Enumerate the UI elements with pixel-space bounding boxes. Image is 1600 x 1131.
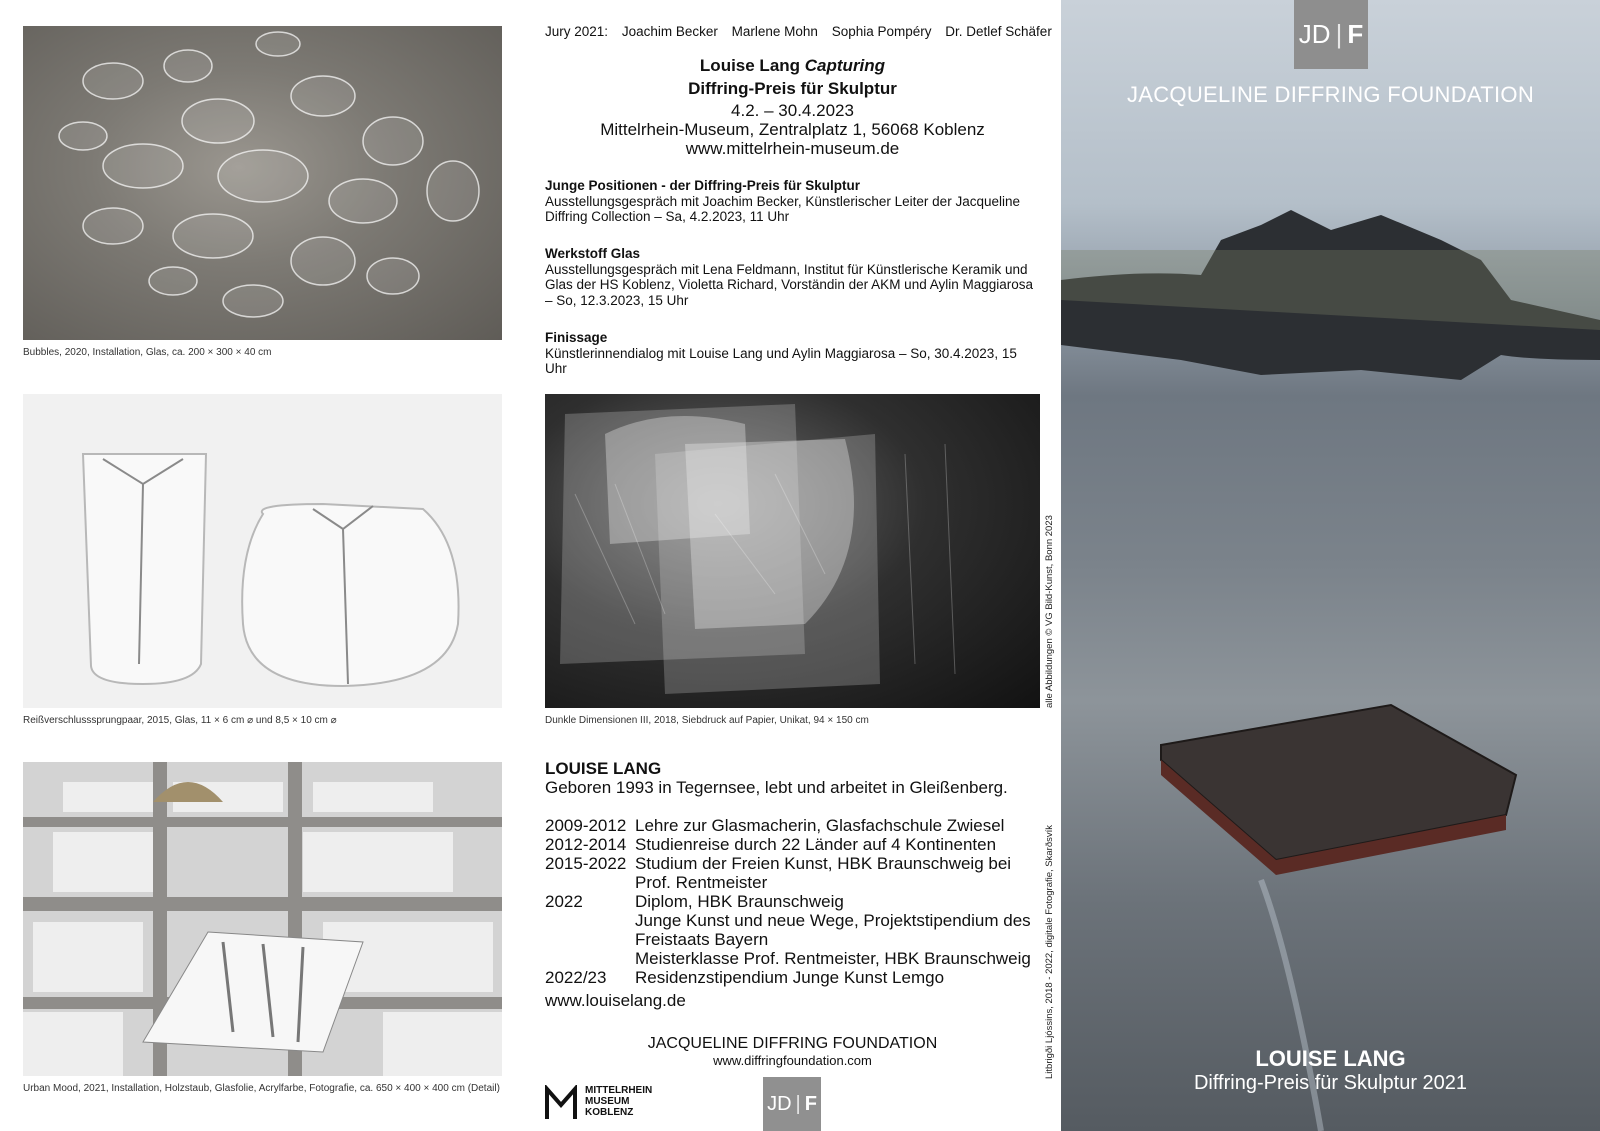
bio-year — [545, 911, 635, 949]
exhibition-title — [545, 56, 1040, 76]
event-text: Künstlerinnendialog mit Louise Lang und Aylin Maggiarosa – So, 30.4.2023, 15 Uhr — [545, 345, 1017, 376]
logo-text-jd: JD — [767, 1092, 792, 1115]
caption-zipper: Reißverschlusssprungpaar, 2015, Glas, 11 × 6 cm ⌀ und 8,5 × 10 cm ⌀ — [23, 715, 337, 726]
bio-year: 2009-2012 — [545, 816, 627, 835]
cover-artist-name: LOUISE LANG — [1255, 1046, 1406, 1071]
museum-url[interactable]: www.mittelrhein-museum.de — [685, 139, 900, 158]
bio-text: Junge Kunst und neue Wege, Projektstipendium des Freistaats Bayern — [635, 911, 1031, 949]
museum-logo-line: MITTELRHEIN — [585, 1085, 653, 1096]
caption-dark: Dunkle Dimensionen III, 2018, Siebdruck auf Papier, Unikat, 94 × 150 cm — [545, 715, 869, 726]
event-text: Ausstellungsgespräch mit Lena Feldmann, Institut für Künstlerische Keramik und Glas der HS Koblenz, Violetta Richard, Vorständin der AKM und Aylin Maggiarosa – So, 12.3.2023, 15 Uhr — [545, 261, 1034, 308]
museum-logo-line: KOBLENZ — [585, 1107, 634, 1118]
logo-text-f: F — [804, 1092, 817, 1115]
bio-text: Studium der Freien Kunst, HBK Braunschweig bei Prof. Rentmeister — [635, 854, 1012, 892]
bio-year: 2012-2014 — [545, 835, 627, 854]
event-text: Ausstellungsgespräch mit Joachim Becker, Künstlerischer Leiter der Jacqueline Diffring Collection – Sa, 4.2.2023, 11 Uhr — [545, 193, 1020, 224]
bio-row — [545, 816, 1035, 835]
caption-bubbles: Bubbles, 2020, Installation, Glas, ca. 200 × 300 × 40 cm — [23, 347, 272, 358]
event-1 — [545, 178, 1040, 225]
prize-name: Diffring-Preis für Skulptur — [688, 79, 897, 98]
image-credit: alle Abbildungen © VG Bild-Kunst, Bonn 2023 — [1044, 515, 1055, 708]
artist-url[interactable]: www.louiselang.de — [545, 991, 686, 1010]
bio-row — [545, 911, 1035, 949]
bio-year: 2015-2022 — [545, 854, 627, 873]
beach-cover-photo — [1061, 0, 1600, 1131]
caption-urban: Urban Mood, 2021, Installation, Holzstaub, Glasfolie, Acrylfarbe, Fotografie, ca. 650 × 400 × 400 cm (Detail) — [23, 1083, 500, 1094]
jury-member: Sophia Pompéry — [831, 24, 932, 39]
event-3 — [545, 330, 1040, 377]
event-title: Junge Positionen - der Diffring-Preis für Skulptur — [545, 178, 861, 193]
urban-mood-photo — [23, 762, 502, 1076]
jdf-logo: JD | F — [1294, 0, 1368, 69]
jury-member: Joachim Becker — [621, 24, 718, 39]
logo-text-jd: JD — [1298, 19, 1331, 49]
bio-row — [545, 968, 1035, 987]
bio-row — [545, 949, 1035, 968]
bio-year: 2022/23 — [545, 968, 607, 987]
event-title: Werkstoff Glas — [545, 246, 641, 261]
bio-text: Diplom, HBK Braunschweig — [635, 892, 844, 911]
event-2 — [545, 246, 1040, 308]
jury-member: Dr. Detlef Schäfer — [945, 24, 1052, 39]
zipper-pair-photo — [23, 394, 502, 708]
foundation-name: JACQUELINE DIFFRING FOUNDATION — [647, 1035, 938, 1052]
bio-text: Meisterklasse Prof. Rentmeister, HBK Braunschweig — [635, 949, 1031, 968]
bio-row — [545, 835, 1035, 854]
exhibition-dates: 4.2. – 30.4.2023 — [731, 101, 854, 120]
mittelrhein-museum-logo — [545, 1085, 660, 1121]
jury-label: Jury 2021: — [545, 24, 609, 39]
jdf-logo-small: JD | F — [763, 1077, 821, 1131]
jury-member: Marlene Mohn — [731, 24, 818, 39]
foundation-url[interactable]: www.diffringfoundation.com — [713, 1053, 872, 1068]
bio-row — [545, 854, 1035, 892]
bio-row — [545, 892, 1035, 911]
bio-year — [545, 949, 635, 968]
cover-foundation-name: JACQUELINE DIFFRING FOUNDATION — [1126, 82, 1535, 107]
photo-credit: Litbrigði Ljóssins, 2018 - 2022, digitale Fotografie, Skarðsvík — [1044, 825, 1055, 1079]
museum-logo-line: MUSEUM — [585, 1096, 630, 1107]
bio-timeline — [545, 816, 1035, 987]
exhibition-venue: Mittelrhein-Museum, Zentralplatz 1, 56068 Koblenz — [600, 120, 985, 139]
dark-dimensions-photo — [545, 394, 1040, 708]
bio-name: LOUISE LANG — [545, 759, 662, 778]
logo-text-f: F — [1347, 19, 1364, 49]
exhibition-title-italic: Capturing — [804, 56, 886, 75]
bio-year: 2022 — [545, 892, 583, 911]
bio-text: Studienreise durch 22 Länder auf 4 Kontinenten — [635, 835, 997, 854]
bubbles-photo — [23, 26, 502, 340]
bio-born: Geboren 1993 in Tegernsee, lebt und arbeitet in Gleißenberg. — [545, 778, 1008, 797]
cover-subtitle: Diffring-Preis für Skulptur 2021 — [1193, 1072, 1468, 1094]
bio-text: Residenzstipendium Junge Kunst Lemgo — [635, 968, 945, 987]
bio-text: Lehre zur Glasmacherin, Glasfachschule Zwiesel — [635, 816, 1005, 835]
jury-line — [545, 24, 1062, 39]
artist-name: Louise Lang — [699, 56, 801, 75]
event-title: Finissage — [545, 330, 608, 345]
